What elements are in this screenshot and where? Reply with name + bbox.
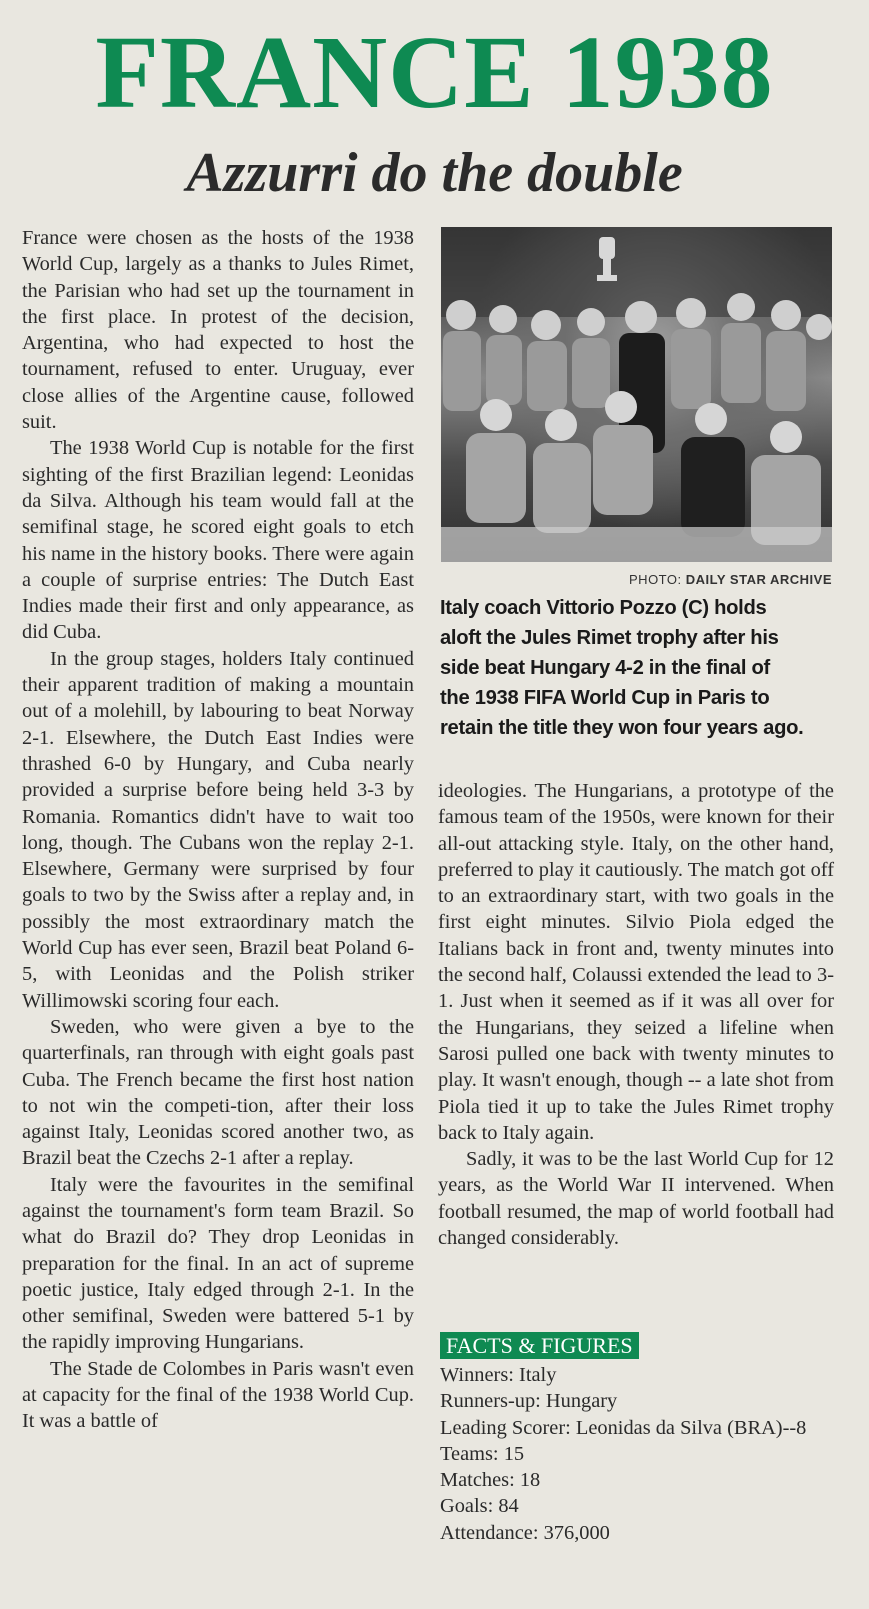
fact-item: Winners: Italy	[440, 1364, 557, 1386]
fact-item: Leading Scorer: Leonidas da Silva (BRA)--8	[440, 1416, 807, 1439]
fact-item: Goals: 84	[440, 1495, 519, 1518]
caption-line: Italy coach Vittorio Pozzo (C) holds	[440, 597, 767, 619]
photo-credit	[441, 572, 832, 587]
facts-heading: FACTS & FIGURES	[440, 1332, 639, 1359]
headline: FRANCE 1938	[95, 15, 774, 130]
paragraph: The Stade de Colombes in Paris wasn't even at capacity for the final of the 1938 World Cup. It was a battle of	[22, 1357, 414, 1433]
caption-line: the 1938 FIFA World Cup in Paris to	[440, 687, 770, 709]
team-photo-illustration	[441, 227, 832, 562]
caption-line: side beat Hungary 4-2 in the final of	[440, 657, 770, 679]
fact-item: Teams: 15	[440, 1442, 525, 1465]
fact-item: Matches: 18	[440, 1469, 541, 1492]
paragraph: Sadly, it was to be the last World Cup for 12 years, as the World War II intervened. When football resumed, the map of world football had changed considerably.	[438, 1148, 834, 1250]
paragraph: France were chosen as the hosts of the 1938 World Cup, largely as a thanks to Jules Rimet, the Parisian who had set up the tournament in the first place. In protest of the decision, Argentina, who had expected to host the tournament, refused to enter. Uruguay, ever close allies of the Argentine cause, followed suit.	[22, 227, 414, 434]
photo-caption	[440, 593, 836, 743]
right-column	[438, 778, 834, 1251]
paragraph: The 1938 World Cup is notable for the first sighting of the first Brazilian legend: Leonidas da Silva. Although his team would fall at the semifinal stage, he scored eight goals to etch his name in the history books. There were again a couple of surprise entries: The Dutch East Indies made their first and only appearance, as did Cuba.	[22, 437, 414, 644]
caption-line: aloft the Jules Rimet trophy after his	[440, 627, 779, 649]
team-photo	[441, 227, 832, 562]
fact-item: Attendance: 376,000	[440, 1521, 610, 1544]
caption-line: retain the title they won four years ago.	[440, 717, 804, 739]
paragraph: Sweden, who were given a bye to the quarterfinals, ran through with eight goals past Cuba. The French became the first host nation to not win the competi-tion, after their loss against Italy, Leonidas scored another two, as Brazil beat the Czechs 2-1 after a replay.	[22, 1015, 414, 1170]
paragraph: ideologies. The Hungarians, a prototype of the famous team of the 1950s, were known for their all-out attacking style. Italy, on the other hand, preferred to play it cautiously. The match got off to an extraordinary start, with two goals in the first eight minutes. Silvio Piola edged the Italians back in front and, twenty minutes into the second half, Colaussi extended the lead to 3-1. Just when it seemed as if it was all over for the Hungarians, they seized a lifeline when Sarosi pulled one back with twenty minutes to play. It wasn't enough, though -- a late shot from Piola tied it up to take the Jules Rimet trophy back to Italy again.	[438, 780, 834, 1144]
facts-list	[440, 1362, 836, 1546]
photo-credit-source: DAILY STAR ARCHIVE	[685, 572, 832, 587]
left-column	[22, 225, 414, 1435]
paragraph: Italy were the favourites in the semifinal against the tournament's form team Brazil. So what do Brazil do? They drop Leonidas in preparation for the final. In an act of supreme poetic justice, Italy edged through 2-1. In the other semifinal, Sweden were battered 5-1 by the rapidly improving Hungarians.	[22, 1173, 414, 1354]
subhead: Azzurri do the double	[186, 142, 683, 204]
paragraph: In the group stages, holders Italy continued their apparent tradition of making a mountain out of a molehill, by labouring to beat Norway 2-1. Elsewhere, the Dutch East Indies were thrashed 6-0 by Hungary, and Cuba nearly provided a surprise before being held 3-3 by Romania. Romantics didn't have to wait too long, though. The Cubans won the replay 2-1. Elsewhere, Germany were surprised by four goals to two by the Swiss after a replay and, in possibly the most extraordinary match the World Cup has ever seen, Brazil beat Poland 6-5, with Leonidas and the Polish striker Willimowski scoring four each.	[22, 647, 414, 1012]
fact-item: Runners-up: Hungary	[440, 1390, 618, 1413]
photo-credit-prefix: PHOTO:	[629, 572, 682, 587]
